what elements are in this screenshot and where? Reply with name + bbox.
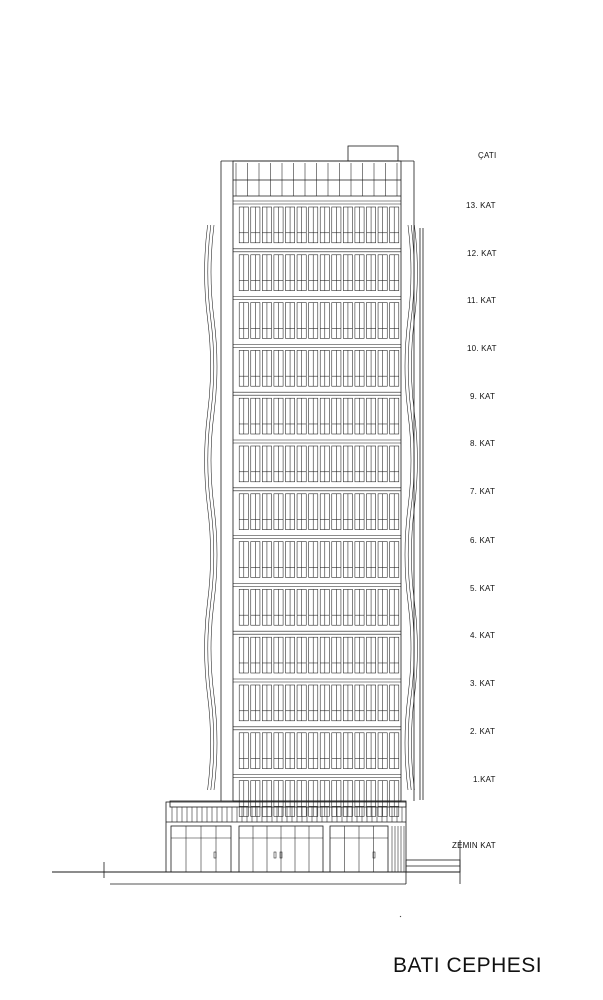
door-handle [214, 852, 216, 858]
drawing-title: BATI CEPHESI [393, 954, 543, 977]
level-label: 5. KAT [470, 584, 496, 593]
level-label: 2. KAT [470, 727, 496, 736]
level-label: ÇATI [478, 151, 497, 160]
level-label: 3. KAT [470, 679, 496, 688]
level-label: 4. KAT [470, 631, 496, 640]
level-label: 12. KAT [467, 249, 497, 258]
level-label: ZEMIN KAT [452, 841, 496, 850]
level-label: 8. KAT [470, 439, 496, 448]
level-label: 9. KAT [470, 392, 496, 401]
level-label: 6. KAT [470, 536, 496, 545]
level-label: 11. KAT [467, 296, 497, 305]
level-label: 7. KAT [470, 487, 496, 496]
door-handle [274, 852, 276, 858]
level-label: 10. KAT [467, 344, 497, 353]
roof-parapet [348, 146, 398, 161]
level-label: 13. KAT [466, 201, 496, 210]
level-label: 1.KAT [473, 775, 496, 784]
